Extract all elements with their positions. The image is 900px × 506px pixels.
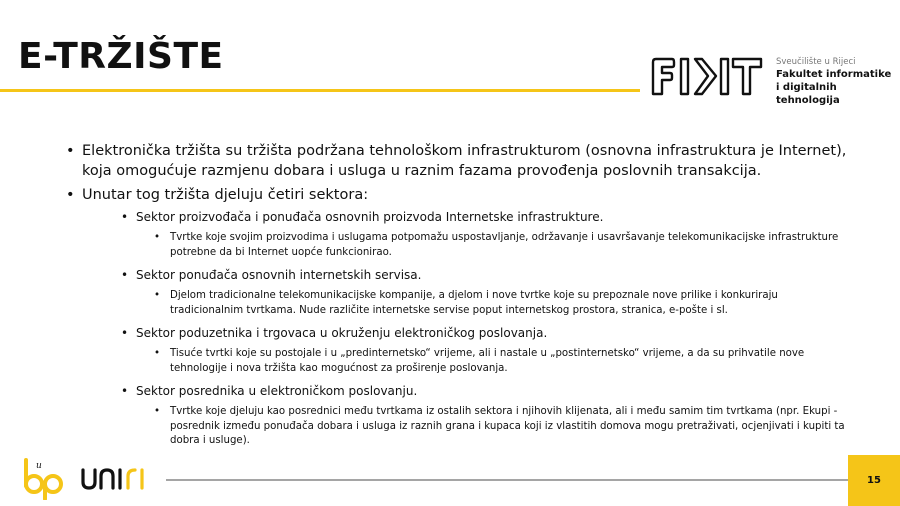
sector-detail: • Tisuće tvrtki koje su postojale i u „predinternetsko“ vrijeme, ali i nastale u „postinternetsko“ vrijeme, a da su prihvatile nove tehnologije i nova tržišta kao mogućnost za proširenje poslovanja. — [136, 347, 852, 376]
slide-content — [62, 141, 852, 456]
bp-logo-icon — [20, 458, 66, 500]
page-number: 15 — [848, 455, 900, 506]
sector-item — [82, 325, 852, 376]
sector-text: Sektor posrednika u elektroničkom poslovanju. — [136, 384, 418, 398]
bp-logo-super: u — [36, 461, 42, 471]
bullet-item — [62, 141, 852, 181]
title-underline — [0, 89, 640, 92]
faculty-name-block — [776, 56, 900, 107]
bullet-text: Elektronička tržišta su tržišta podržana tehnološkom infrastrukturom (osnovna infrastruktura je Internet), koja omogućuje razmjenu dobara i usluga u raznim fazama provođenja poslovnih transakcija. — [82, 143, 847, 179]
sector-item — [82, 383, 852, 449]
sector-item — [82, 267, 852, 318]
bullet-item — [62, 185, 852, 449]
footer-rule — [166, 479, 850, 481]
sector-text: Sektor poduzetnika i trgovaca u okruženju elektroničkog poslovanja. — [136, 326, 548, 340]
faculty-name-line1: Fakultet informatike — [776, 69, 892, 80]
fidit-logo-icon — [650, 56, 764, 96]
sector-detail: • Tvrtke koje svojim proizvodima i uslugama potpomažu uspostavljanje, održavanje i usavršavanje telekomunikacijske infrastrukture potrebne da bi Internet uopće funkcionirao. — [136, 231, 852, 260]
bullet-list — [62, 141, 852, 449]
sector-text: Sektor proizvođača i ponuđača osnovnih proizvoda Internetske infrastrukture. — [136, 210, 604, 224]
bullet-text: Unutar tog tržišta djeluju četiri sektora: — [82, 187, 369, 203]
uniri-logo-icon — [80, 464, 152, 492]
sector-detail: • Djelom tradicionalne telekomunikacijske kompanije, a djelom i nove tvrtke koje su prepoznale nove prilike i konkuriraju tradicionalnim tvrtkama. Nude različite internetske servise poput internetskog prostora, stranica, e-pošte i sl. — [136, 289, 852, 318]
sector-list — [82, 209, 852, 449]
sector-detail: • Tvrtke koje djeluju kao posrednici među tvrtkama iz ostalih sektora i njihovih klijenata, ali i među samim tim tvrtkama (npr. Ekupi - posrednik između ponuđača dobara i usluga iz raznih grana i kupaca koji iz vlastitih domova mogu pretraživati, ocjenjivati i kupiti ta dobra i usluge). — [136, 405, 852, 449]
slide-title: E-TRŽIŠTE — [18, 36, 224, 77]
faculty-name-line2: i digitalnih tehnologija — [776, 82, 840, 106]
university-name: Sveučilište u Rijeci — [776, 57, 856, 67]
sector-text: Sektor ponuđača osnovnih internetskih servisa. — [136, 268, 422, 282]
sector-item — [82, 209, 852, 260]
